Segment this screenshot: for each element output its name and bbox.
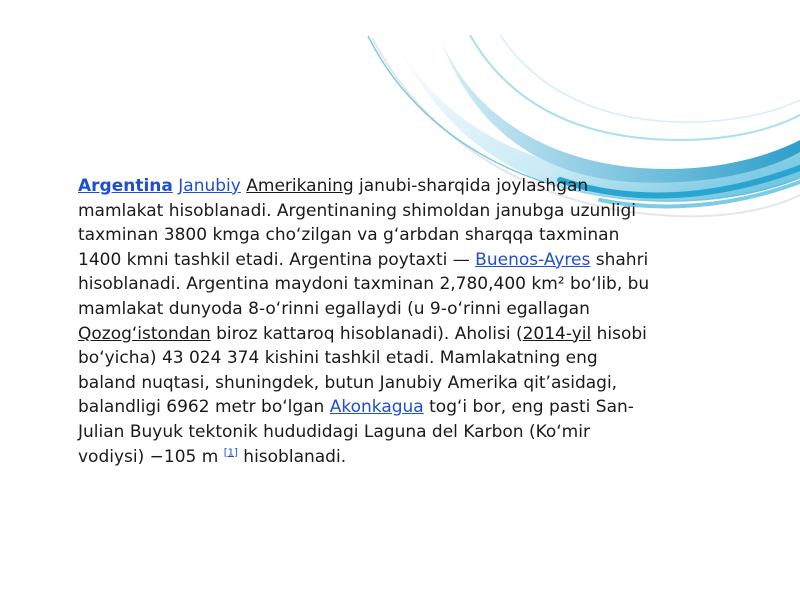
body-paragraph	[78, 174, 658, 469]
text-segment: shahri hisoblanadi. Argentina maydoni taxminan 2,780,400 km² bo‘lib, bu mamlakat dunyoda 8-o‘rinni egallaydi (u 9-o‘rinni egallagan	[78, 249, 650, 319]
text-segment: hisobi bo‘yicha) 43 024 374 kishini tashkil etadi. Mamlakatning eng baland nuqtasi, shuningdek, butun Janubiy Amerika qit’asidagi, balandligi 6962 metr bo‘lgan	[78, 323, 647, 418]
link-argentina[interactable]: Argentina	[78, 176, 173, 196]
text-segment: tog‘i bor, eng pasti San-Julian Buyuk tektonik hududidagi Laguna del Karbon (Ko‘mir vodiysi) −105 m	[78, 397, 634, 467]
link-akonkagua[interactable]: Akonkagua	[329, 397, 424, 418]
footnote-link[interactable]: [1]	[223, 446, 238, 458]
text-segment: janubi-sharqida joylashgan mamlakat hisoblanadi. Argentinaning shimoldan janubga uzunligi taxminan 3800 kmga cho‘zilgan va g‘arbdan sharqqa taxminan 1400 kmni tashkil etadi. Argentina poytaxti —	[78, 176, 637, 270]
link-amerikaning[interactable]: Amerikaning	[246, 176, 354, 196]
link-qozogistondan[interactable]: Qozog‘istondan	[78, 323, 211, 344]
link-2014-yil[interactable]: 2014-yil	[522, 323, 592, 344]
text-segment: biroz kattaroq hisoblanadi). Aholisi (	[210, 323, 523, 344]
text-segment: hisoblanadi.	[237, 446, 347, 467]
link-buenos-ayres[interactable]: Buenos-Ayres	[475, 249, 591, 270]
link-janubiy[interactable]: Janubiy	[178, 176, 241, 196]
